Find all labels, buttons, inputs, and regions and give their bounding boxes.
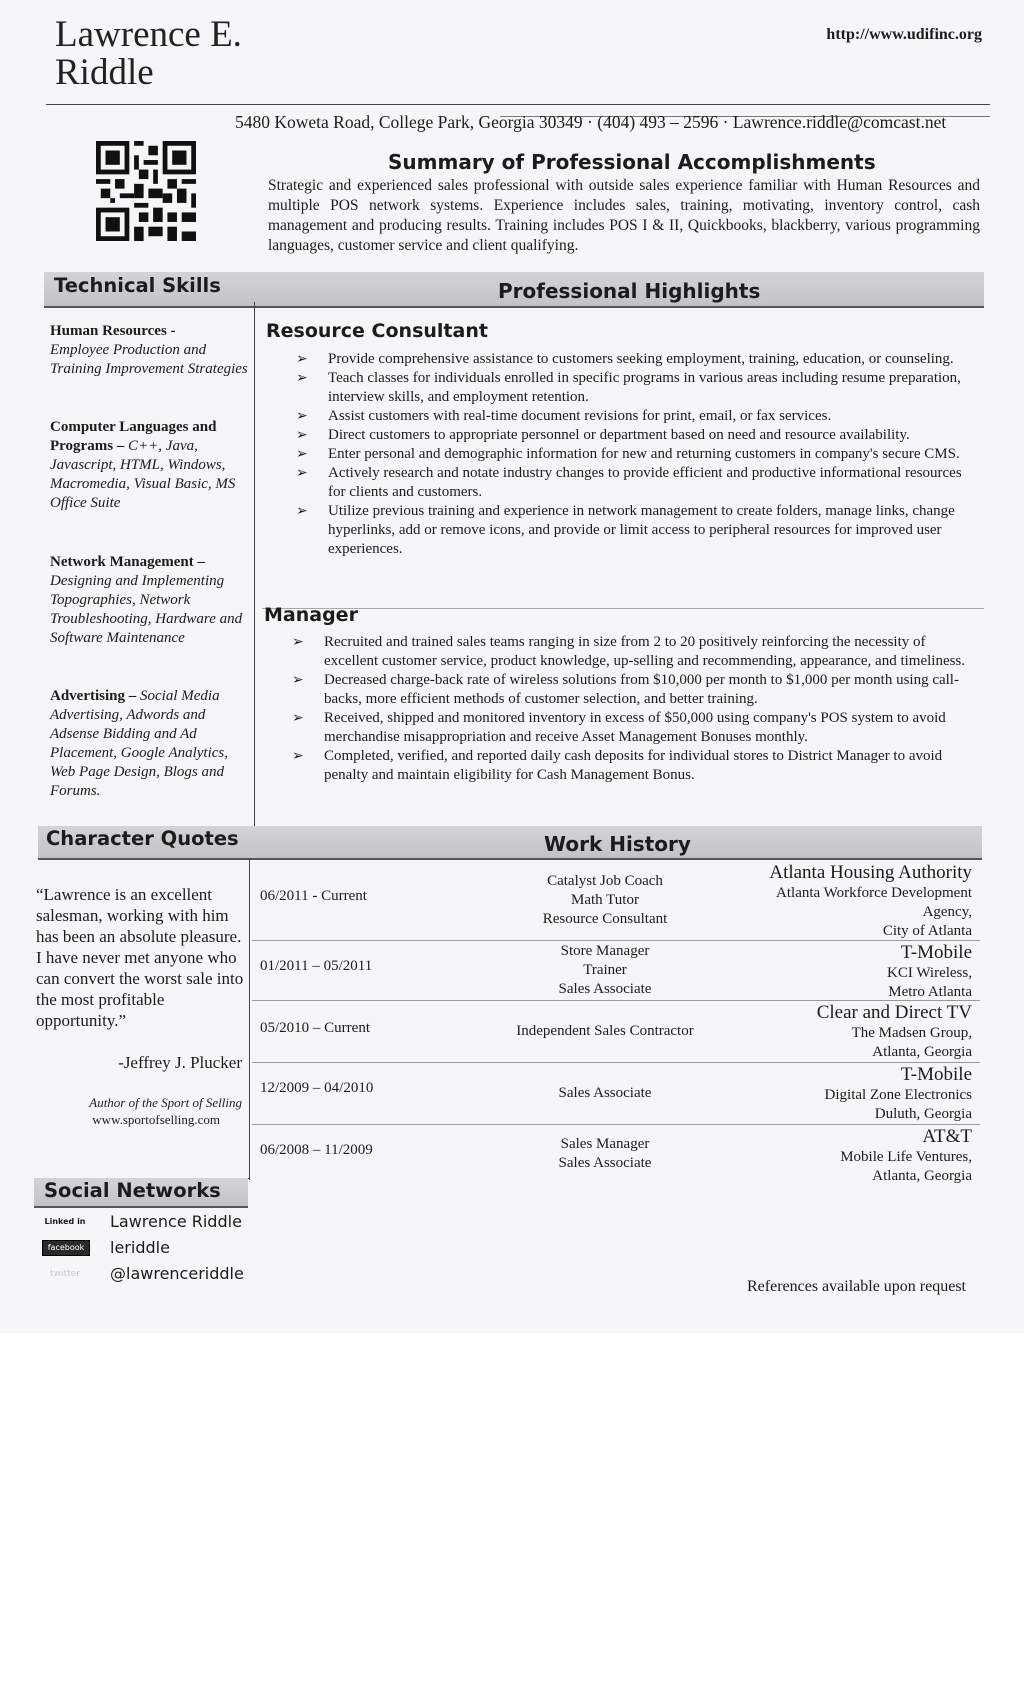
social-item-twitter[interactable] [42,1264,272,1286]
social-handle: Lawrence Riddle [110,1212,242,1231]
facebook-icon: facebook [42,1240,90,1256]
work-employer: Clear and Direct TV The Madsen Group, Atlanta, Georgia [816,1002,972,1060]
work-employer: AT&T Mobile Life Ventures, Atlanta, Georgia [840,1126,972,1184]
social-networks-heading: Social Networks [44,1179,221,1202]
job-title-resource-consultant: Resource Consultant [266,320,488,342]
summary-title: Summary of Professional Accomplishments [388,150,876,174]
row-divider [252,1124,980,1125]
work-roles: Store Manager Trainer Sales Associate [558,943,652,997]
highlights-divider [262,608,984,609]
work-employer: Atlanta Housing Authority Atlanta Workforce Development Agency, City of Atlanta [769,862,972,939]
table-row [255,1002,972,1062]
work-employer: T-Mobile Digital Zone Electronics Duluth, Georgia [824,1064,972,1122]
name-line-2: Riddle [55,52,154,93]
name-line-1: Lawrence E. [55,14,242,55]
quote-author: -Jeffrey J. Plucker [118,1053,242,1072]
social-item-linkedin[interactable] [42,1212,272,1234]
list-item: ➢ Received, shipped and monitored inventory in excess of $50,000 using company's POS system to avoid merchandise misappropriation and receive Asset Management Bonuses monthly. [292,709,976,747]
work-dates: 06/2011 - Current [260,888,367,904]
list-item: ➢ Enter personal and demographic information for new and returning customers in company's secure CMS. [296,445,976,464]
character-quote-text: “Lawrence is an excellent salesman, working with him has been an absolute pleasure. I have never met anyone who can convert the worst sale into the most profitable opportunity.” [36,885,244,1030]
skill-advertising: Advertising – Social Media Advertising, Adwords and Adsense Bidding and Ad Placement, Google Analytics, Web Page Design, Blogs and Forums. [50,688,229,799]
list-item: ➢ Completed, verified, and reported daily cash deposits for individual stores to District Manager to avoid penalty and maintain eligibility for Cash Management Bonus. [292,747,976,785]
technical-skills-heading: Technical Skills [54,274,221,297]
table-row [255,942,972,1000]
list-item: ➢ Teach classes for individuals enrolled in specific programs in various areas including resume preparation, interview skills, and employment retention. [296,369,976,407]
manager-bullets [292,633,976,785]
quotes-divider [249,858,250,1180]
work-roles: Independent Sales Contractor [516,1023,694,1039]
work-history-heading: Work History [544,832,691,856]
character-quotes-heading: Character Quotes [46,827,239,850]
website-link[interactable]: http://www.udifinc.org [826,26,982,43]
list-item: ➢ Utilize previous training and experience in network management to create folders, manage links, change hyperlinks, add or remove icons, and provide or limit access to peripheral resources for improved user experiences. [296,502,976,559]
list-item: ➢ Assist customers with real-time document revisions for print, email, or fax services. [296,407,976,426]
row-divider [252,940,980,941]
twitter-icon: twitter [50,1269,80,1279]
job-title-manager: Manager [264,604,358,626]
work-roles: Sales Associate [558,1085,652,1101]
resource-consultant-bullets [296,350,976,559]
table-row [255,1126,972,1192]
list-item: ➢ Recruited and trained sales teams ranging in size from 2 to 20 positively reinforcing the necessity of excellent customer service, product knowledge, up-selling and recommending, appearance, and timeliness. [292,633,976,671]
list-item: ➢ Direct customers to appropriate personnel or department based on need and resource availability. [296,426,976,445]
left-column-divider [254,302,255,826]
work-roles: Catalyst Job Coach Math Tutor Resource Consultant [542,873,668,927]
skill-computer-languages: Computer Languages and Programs – C++, Java, Javascript, HTML, Windows, Macromedia, Visual Basic, MS Office Suite [50,419,236,511]
contact-address: 5480 Koweta Road, College Park, Georgia 30349 · (404) 493 – 2596 · Lawrence.riddle@comcast.net [235,112,947,132]
header-divider [46,104,990,105]
summary-text: Strategic and experienced sales professional with outside sales experience familiar with Human Resources and multiple POS network systems. Experience includes sales, training, motivating, inventory control, cash management and producing results. Training includes POS I & II, Quickbooks, blackberry, various programming languages, customer service and client qualifying. [268,177,980,254]
work-dates: 12/2009 – 04/2010 [260,1080,374,1096]
table-row [255,862,972,940]
table-row [255,1064,972,1124]
social-handle: leriddle [110,1238,170,1257]
skill-network-management: Network Management – Designing and Implementing Topographies, Network Troubleshooting, Hardware and Software Maintenance [50,554,243,646]
linkedin-icon: Linked in [44,1217,86,1226]
skill-human-resources: Human Resources - Employee Production and Training Improvement Strategies [50,323,248,377]
row-divider [252,1000,980,1001]
row-divider [252,1062,980,1063]
quote-author-website[interactable]: www.sportofselling.com [92,1112,220,1127]
work-dates: 05/2010 – Current [260,1020,370,1036]
social-handle: @lawrenceriddle [110,1264,244,1283]
list-item: ➢ Decreased charge-back rate of wireless solutions from $10,000 per month to $1,000 per month using call-backs, more efficient methods of customer selection, and better training. [292,671,976,709]
candidate-name [55,16,242,92]
social-item-facebook[interactable] [42,1238,272,1260]
professional-highlights-heading: Professional Highlights [498,279,761,303]
work-dates: 01/2011 – 05/2011 [260,958,373,974]
references-note: References available upon request [746,1278,966,1295]
list-item: ➢ Actively research and notate industry changes to provide efficient and productive informational resources for clients and customers. [296,464,976,502]
work-employer: T-Mobile KCI Wireless, Metro Atlanta [887,942,972,1000]
quote-author-role: Author of the Sport of Selling [89,1095,242,1110]
work-dates: 06/2008 – 11/2009 [260,1142,373,1158]
list-item: ➢ Provide comprehensive assistance to customers seeking employment, training, education, or counseling. [296,350,976,369]
qr-code-icon [96,141,196,241]
work-roles: Sales Manager Sales Associate [558,1136,652,1171]
